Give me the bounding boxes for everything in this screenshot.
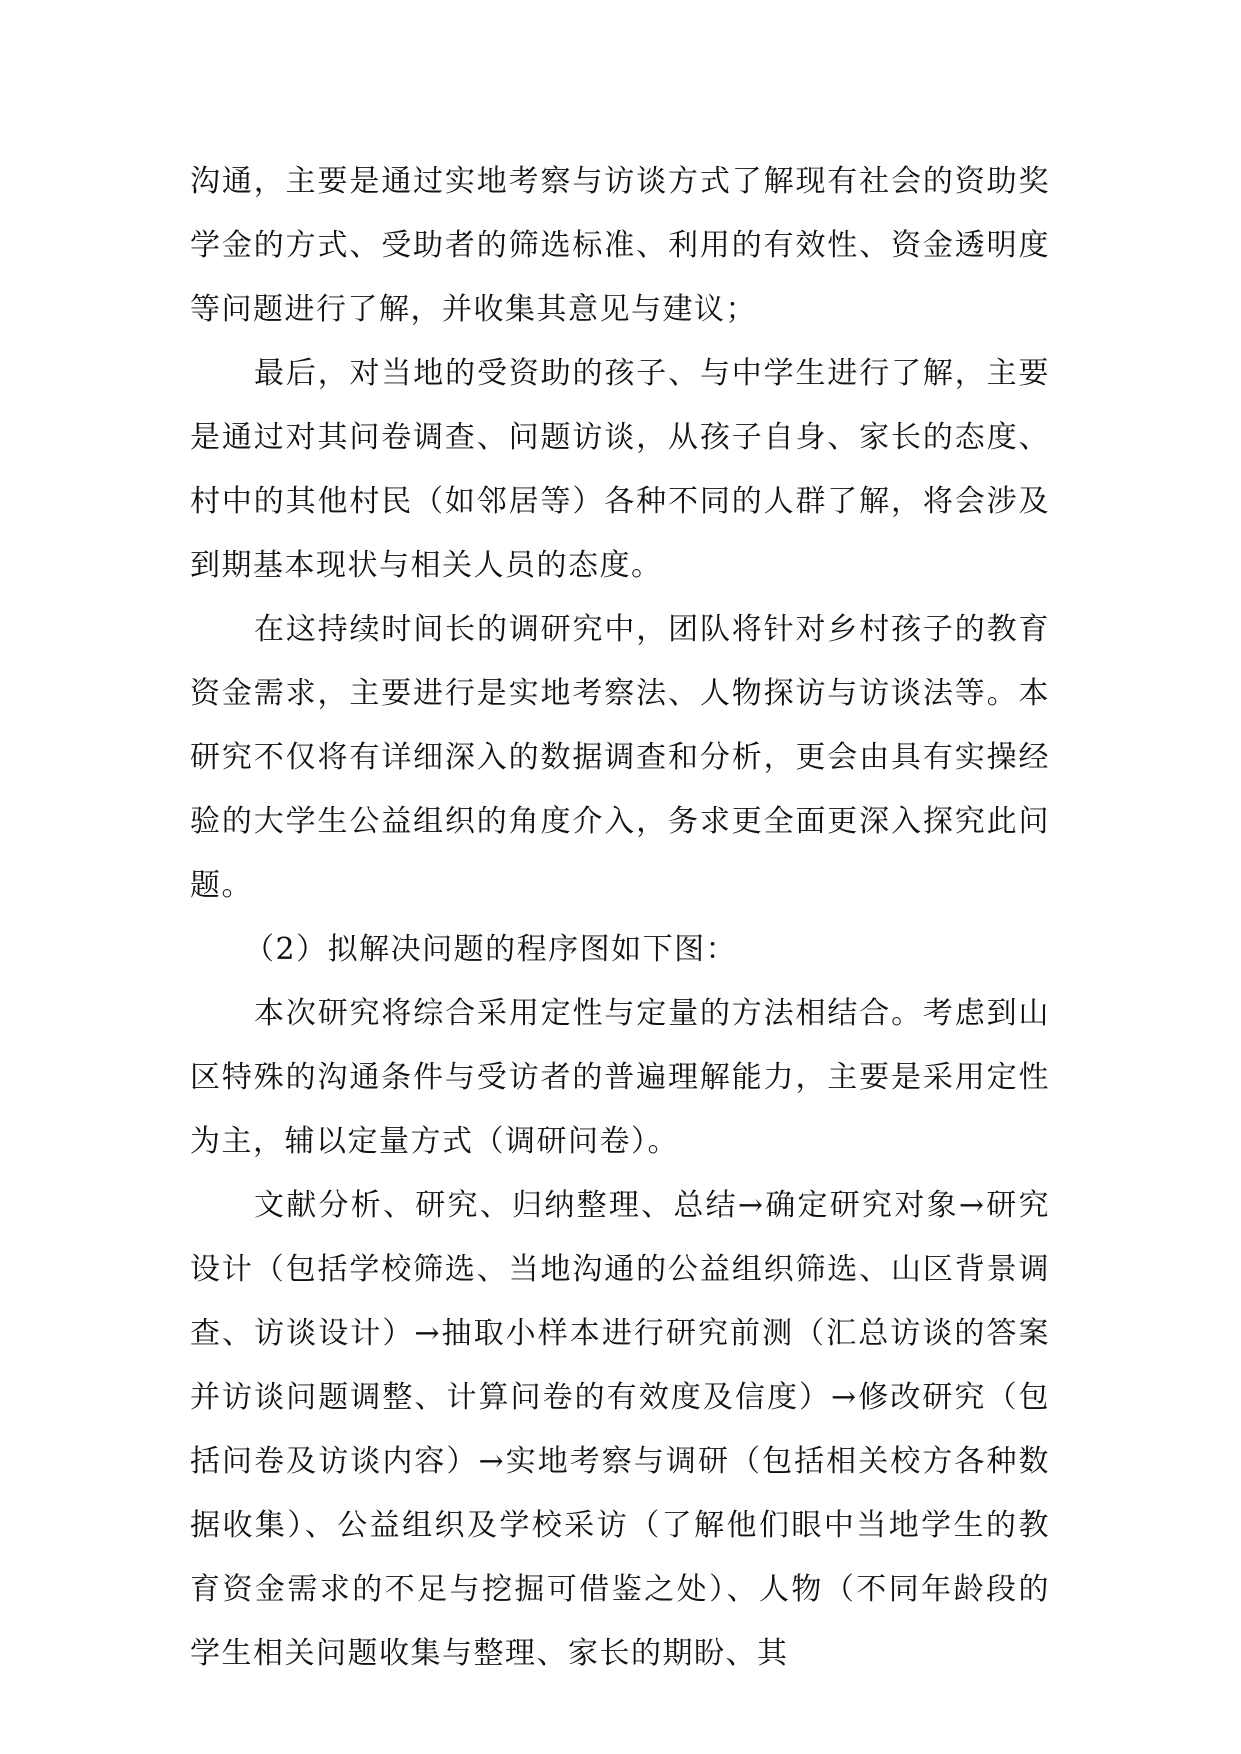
paragraph-procedure-flow: 文献分析、研究、归纳整理、总结→确定研究对象→研究设计（包括学校筛选、当地沟通的公益组织筛选、山区背景调查、访谈设计）→抽取小样本进行研究前测（汇总访谈的答案并访谈问题调整、计算问卷的有效度及信度）→修改研究（包括问卷及访谈内容）→实地考察与调研（包括相关校方各种数据收集）、公益组织及学校采访（了解他们眼中当地学生的教育资金需求的不足与挖掘可借鉴之处）、人物（不同年龄段的学生相关问题收集与整理、家长的期盼、其 xyxy=(190,1188,1050,1671)
paragraph-continuation: 沟通，主要是通过实地考察与访谈方式了解现有社会的资助奖学金的方式、受助者的筛选标准、利用的有效性、资金透明度等问题进行了解，并收集其意见与建议； xyxy=(190,164,1050,327)
paragraph-children-survey: 最后，对当地的受资助的孩子、与中学生进行了解，主要是通过对其问卷调查、问题访谈，从孩子自身、家长的态度、村中的其他村民（如邻居等）各种不同的人群了解，将会涉及到期基本现状与相关人员的态度。 xyxy=(190,356,1050,583)
body-text xyxy=(190,150,1050,1686)
paragraph-research-methods: 在这持续时间长的调研究中，团队将针对乡村孩子的教育资金需求，主要进行是实地考察法、人物探访与访谈法等。本研究不仅将有详细深入的数据调查和分析，更会由具有实操经验的大学生公益组织的角度介入，务求更全面更深入探究此问题。 xyxy=(190,612,1050,903)
paragraph-procedure-heading: （2）拟解决问题的程序图如下图： xyxy=(244,932,738,967)
paragraph-qualitative-quantitative: 本次研究将综合采用定性与定量的方法相结合。考虑到山区特殊的沟通条件与受访者的普遍理解能力，主要是采用定性为主，辅以定量方式（调研问卷）。 xyxy=(190,996,1050,1159)
